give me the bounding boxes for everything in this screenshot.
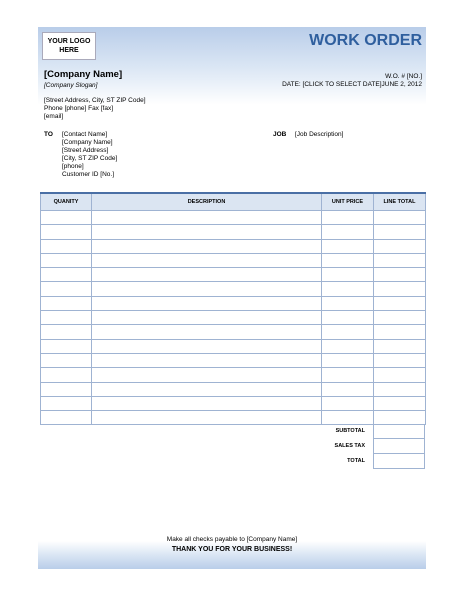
description-cell[interactable] <box>92 382 322 396</box>
company-email: [email] <box>44 113 64 120</box>
unit-price-cell[interactable] <box>322 353 374 367</box>
line-total-cell[interactable] <box>374 268 426 282</box>
column-header-unit-price: UNIT PRICE <box>322 193 374 211</box>
table-row <box>41 253 426 267</box>
table-row <box>41 353 426 367</box>
quantity-cell[interactable] <box>41 339 92 353</box>
unit-price-cell[interactable] <box>322 253 374 267</box>
description-cell[interactable] <box>92 253 322 267</box>
job-description: [Job Description] <box>295 131 344 138</box>
table-row <box>41 411 426 425</box>
unit-price-cell[interactable] <box>322 296 374 310</box>
thank-you-message: THANK YOU FOR YOUR BUSINESS! <box>171 546 293 553</box>
description-cell[interactable] <box>92 353 322 367</box>
sales-tax-row <box>300 439 425 454</box>
line-total-cell[interactable] <box>374 396 426 410</box>
description-cell[interactable] <box>92 296 322 310</box>
quantity-cell[interactable] <box>41 225 92 239</box>
table-header-row <box>41 193 426 211</box>
job-label: JOB <box>273 131 287 138</box>
quantity-cell[interactable] <box>41 253 92 267</box>
totals-block <box>300 424 425 469</box>
description-cell[interactable] <box>92 239 322 253</box>
quantity-cell[interactable] <box>41 411 92 425</box>
company-address: [Street Address, City, ST ZIP Code] <box>44 97 146 104</box>
to-line: Customer ID [No.] <box>62 171 115 178</box>
description-cell[interactable] <box>92 368 322 382</box>
quantity-cell[interactable] <box>41 211 92 225</box>
to-line: [Contact Name] <box>62 131 108 138</box>
total-value[interactable] <box>373 454 425 469</box>
unit-price-cell[interactable] <box>322 411 374 425</box>
unit-price-cell[interactable] <box>322 339 374 353</box>
table-row <box>41 296 426 310</box>
line-total-cell[interactable] <box>374 296 426 310</box>
column-header-quantity: QUANITY <box>41 193 92 211</box>
column-header-description: DESCRIPTION <box>92 193 322 211</box>
description-cell[interactable] <box>92 325 322 339</box>
unit-price-cell[interactable] <box>322 268 374 282</box>
company-name: [Company Name] <box>44 69 123 80</box>
quantity-cell[interactable] <box>41 325 92 339</box>
line-total-cell[interactable] <box>374 225 426 239</box>
line-total-cell[interactable] <box>374 239 426 253</box>
checks-payable-note: Make all checks payable to [Company Name] <box>166 536 298 543</box>
unit-price-cell[interactable] <box>322 325 374 339</box>
logo-line-2: HERE <box>59 47 79 54</box>
unit-price-cell[interactable] <box>322 396 374 410</box>
quantity-cell[interactable] <box>41 396 92 410</box>
quantity-cell[interactable] <box>41 296 92 310</box>
subtotal-row <box>300 424 425 439</box>
quantity-cell[interactable] <box>41 382 92 396</box>
description-cell[interactable] <box>92 311 322 325</box>
order-info <box>282 73 422 89</box>
line-total-cell[interactable] <box>374 282 426 296</box>
unit-price-cell[interactable] <box>322 382 374 396</box>
date-field[interactable]: DATE: [CLICK TO SELECT DATE]JUNE 2, 2012 <box>282 81 422 88</box>
unit-price-cell[interactable] <box>322 239 374 253</box>
line-total-cell[interactable] <box>374 339 426 353</box>
to-line: [phone] <box>62 163 84 170</box>
table-body <box>41 211 426 425</box>
line-total-cell[interactable] <box>374 253 426 267</box>
line-total-cell[interactable] <box>374 411 426 425</box>
line-total-cell[interactable] <box>374 382 426 396</box>
description-cell[interactable] <box>92 411 322 425</box>
to-label: TO <box>44 131 53 138</box>
table-row <box>41 382 426 396</box>
quantity-cell[interactable] <box>41 368 92 382</box>
unit-price-cell[interactable] <box>322 368 374 382</box>
unit-price-cell[interactable] <box>322 311 374 325</box>
quantity-cell[interactable] <box>41 268 92 282</box>
work-order-number: W.O. # [NO.] <box>385 73 422 80</box>
to-line: [Company Name] <box>62 139 113 146</box>
to-line: [City, ST ZIP Code] <box>62 155 118 162</box>
table-row <box>41 311 426 325</box>
column-header-line-total: LINE TOTAL <box>374 193 426 211</box>
description-cell[interactable] <box>92 396 322 410</box>
description-cell[interactable] <box>92 211 322 225</box>
table-row <box>41 396 426 410</box>
quantity-cell[interactable] <box>41 311 92 325</box>
line-total-cell[interactable] <box>374 353 426 367</box>
unit-price-cell[interactable] <box>322 225 374 239</box>
table-row <box>41 268 426 282</box>
table-row <box>41 211 426 225</box>
description-cell[interactable] <box>92 225 322 239</box>
line-total-cell[interactable] <box>374 311 426 325</box>
quantity-cell[interactable] <box>41 353 92 367</box>
subtotal-value[interactable] <box>373 424 425 439</box>
table-row <box>41 239 426 253</box>
logo-placeholder <box>42 32 96 60</box>
document-title: WORK ORDER <box>309 32 422 49</box>
sales-tax-label: SALES TAX <box>334 443 365 449</box>
company-contact <box>44 97 146 121</box>
total-label: TOTAL <box>347 458 365 464</box>
line-total-cell[interactable] <box>374 368 426 382</box>
quantity-cell[interactable] <box>41 282 92 296</box>
table-row <box>41 339 426 353</box>
to-block <box>62 131 117 179</box>
line-total-cell[interactable] <box>374 211 426 225</box>
table-row <box>41 368 426 382</box>
logo-line-1: YOUR LOGO <box>47 38 91 45</box>
line-items-table <box>40 192 426 425</box>
quantity-cell[interactable] <box>41 239 92 253</box>
total-row <box>300 454 425 469</box>
table-row <box>41 282 426 296</box>
description-cell[interactable] <box>92 268 322 282</box>
unit-price-cell[interactable] <box>322 282 374 296</box>
description-cell[interactable] <box>92 339 322 353</box>
table-row <box>41 225 426 239</box>
to-line: [Street Address] <box>62 147 109 154</box>
unit-price-cell[interactable] <box>322 211 374 225</box>
subtotal-label: SUBTOTAL <box>335 428 365 434</box>
company-slogan: [Company Slogan] <box>44 82 98 89</box>
description-cell[interactable] <box>92 282 322 296</box>
sales-tax-value[interactable] <box>373 439 425 454</box>
line-total-cell[interactable] <box>374 325 426 339</box>
table-row <box>41 325 426 339</box>
company-phone-fax: Phone [phone] Fax [fax] <box>44 105 114 112</box>
